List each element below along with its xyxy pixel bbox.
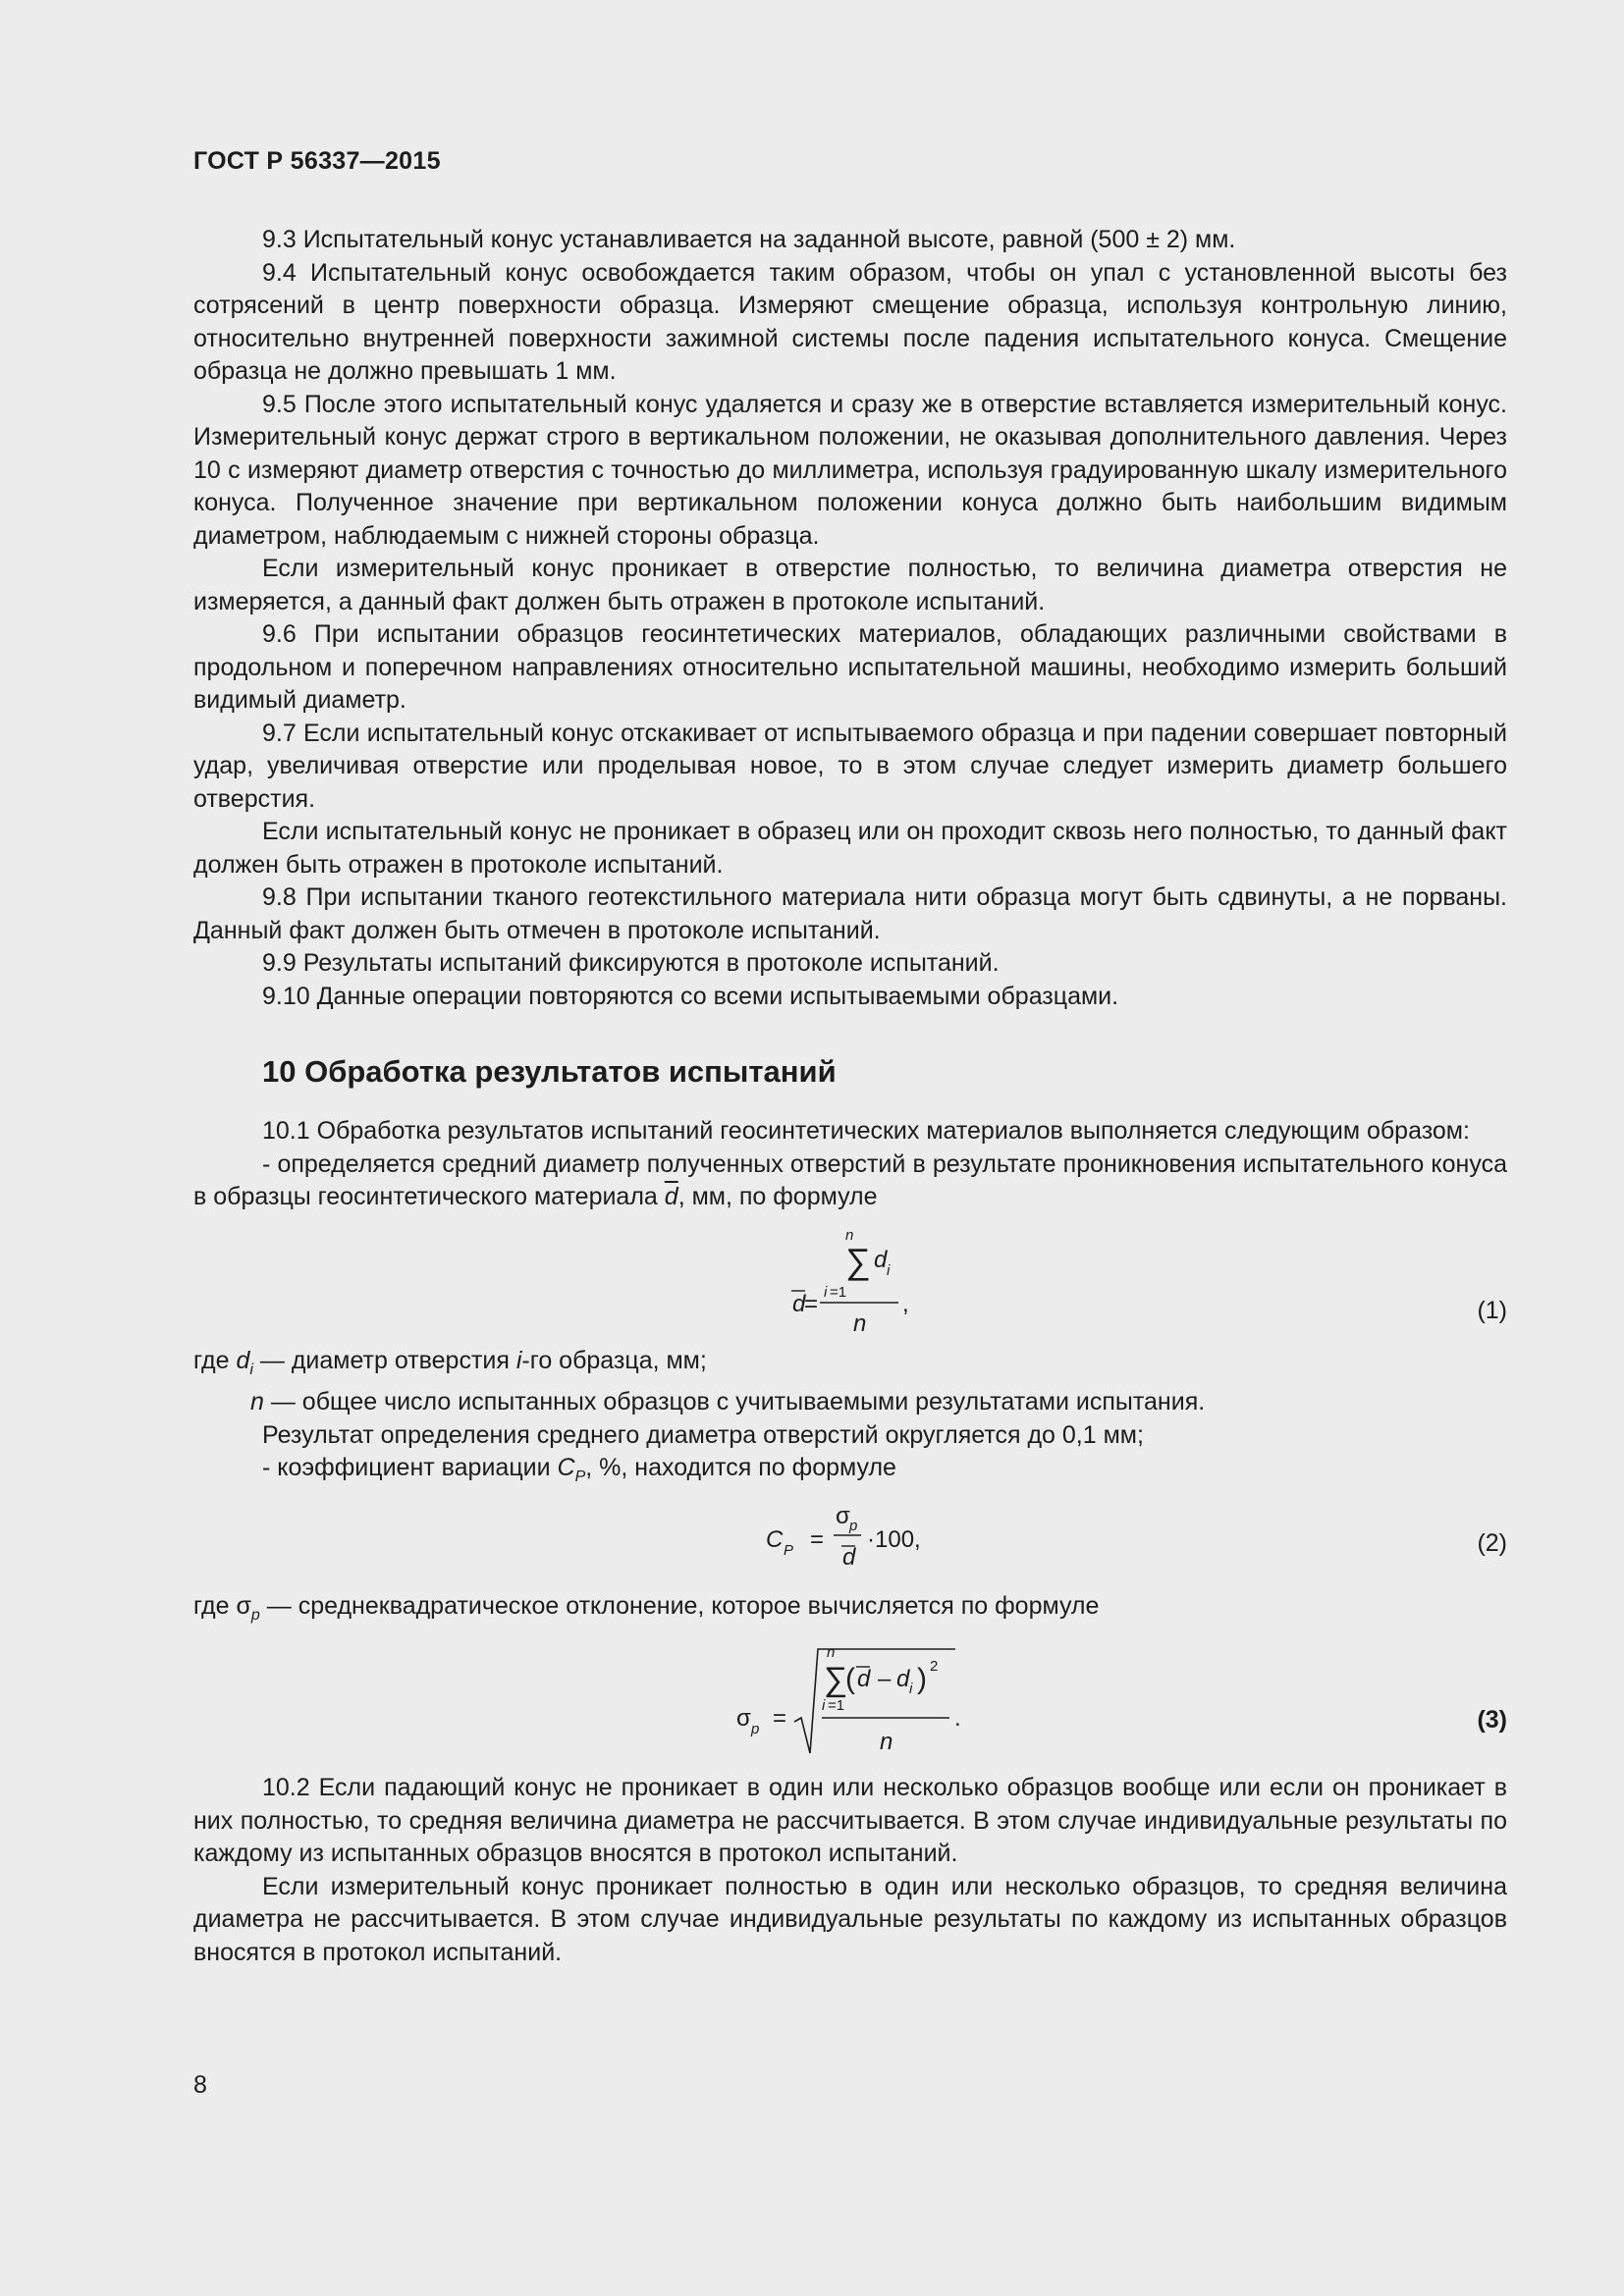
- svg-text:∑: ∑: [845, 1240, 871, 1281]
- paragraph: 9.9 Результаты испытаний фиксируются в протоколе испытаний.: [262, 949, 1000, 977]
- where-text: — диаметр отверстия: [259, 1346, 510, 1374]
- svg-text:.: .: [954, 1705, 961, 1732]
- svg-text:i: i: [887, 1261, 891, 1279]
- where-line-di: [193, 1345, 1507, 1387]
- svg-text:p: p: [751, 1721, 760, 1737]
- paragraph: 9.10 Данные операции повторяются со всеми испытываемыми образцами.: [262, 982, 1119, 1010]
- svg-text:d: d: [896, 1666, 910, 1692]
- where-text: — среднеквадратическое отклонение, которое вычисляется по формуле: [266, 1591, 1100, 1620]
- svg-text:P: P: [784, 1541, 794, 1559]
- svg-text:σ: σ: [736, 1705, 751, 1732]
- svg-text:=: =: [810, 1525, 825, 1553]
- svg-text:d: d: [792, 1290, 806, 1317]
- i-symbol: i: [515, 1346, 522, 1374]
- formula-2-svg: [193, 1498, 1507, 1586]
- paragraph: 9.4 Испытательный конус освобождается таким образом, чтобы он упал с установленной высоты без сотрясений в центр поверхности образца. Измеряют смещение образца, используя контрольную линию, относительно внутренней поверхности зажимной системы после падения испытательного конуса. Смещение образца не должно превышать 1 мм.: [193, 258, 1507, 385]
- n-symbol: n: [250, 1388, 264, 1415]
- formula-1: [193, 1218, 1507, 1341]
- svg-text:(: (: [845, 1663, 855, 1695]
- svg-text:n: n: [845, 1226, 854, 1244]
- cp-symbol: $C_P$: [557, 1454, 586, 1485]
- where-lead: где: [193, 1591, 230, 1620]
- svg-text:n: n: [853, 1309, 867, 1337]
- where-block-1: [193, 1345, 1507, 1419]
- d-bar-symbol: $\overline{d}$: [664, 1183, 678, 1210]
- svg-text:–: –: [878, 1666, 892, 1692]
- bullet-mean-diameter: [193, 1148, 1507, 1214]
- svg-text:d: d: [857, 1666, 871, 1692]
- svg-text:p: p: [849, 1517, 858, 1534]
- svg-text:C: C: [766, 1525, 784, 1553]
- where-line-sigma: [193, 1590, 1507, 1632]
- where-block-2: [193, 1590, 1507, 1632]
- bullet-tail: , мм, по формуле: [677, 1183, 878, 1210]
- svg-text:∑: ∑: [824, 1661, 848, 1698]
- paragraph: Если измерительный конус проникает полностью в один или несколько образцов, то средняя величина диаметра не рассчитывается. В этом случае индивидуальные результаты по каждому из испытанных образцов вносятся в протокол испытаний.: [193, 1872, 1507, 1966]
- section-title: 10 Обработка результатов испытаний: [262, 1054, 837, 1089]
- formula-3-svg: [193, 1635, 1507, 1768]
- document-header: ГОСТ Р 56337—2015: [193, 147, 441, 175]
- paragraph: 9.5 После этого испытательный конус удаляется и сразу же в отверстие вставляется измерительный конус. Измерительный конус держат строго в вертикальном положении, не оказывая дополнительного давления. Через 10 с измеряют диаметр отверстия с точностью до миллиметра, используя градуированную шкалу измерительного конуса. Полученное значение при вертикальном положении конуса должно быть наибольшим видимым диаметром, наблюдаемым с нижней стороны образца.: [193, 390, 1507, 550]
- sigma-symbol: $\sigma_p$: [236, 1591, 260, 1624]
- where-text: — общее число испытанных образцов с учитываемыми результатами испытания.: [270, 1388, 1206, 1415]
- formula-1-svg: [193, 1218, 1507, 1341]
- svg-text:d: d: [874, 1246, 888, 1273]
- where-tail: -го образца, мм;: [521, 1346, 707, 1374]
- paragraph: 9.6 При испытании образцов геосинтетических материалов, обладающих различными свойствами в продольном и поперечном направлениях относительно испытательной машины, необходимо измерить больший видимый диаметр.: [193, 620, 1507, 714]
- paragraph: 9.8 При испытании тканого геотекстильного материала нити образца могут быть сдвинуты, а не порваны. Данный факт должен быть отмечен в протоколе испытаний.: [193, 883, 1507, 944]
- svg-text:=: =: [804, 1290, 819, 1317]
- paragraph: 9.3 Испытательный конус устанавливается на заданной высоте, равной (500 ± 2) мм.: [262, 226, 1236, 253]
- paragraph: Если испытательный конус не проникает в образец или он проходит сквозь него полностью, то данный факт должен быть отражен в протоколе испытаний.: [193, 818, 1507, 879]
- paragraph-10-1: 10.1 Обработка результатов испытаний геосинтетических материалов выполняется следующим образом:: [262, 1117, 1470, 1145]
- svg-text:=1: =1: [830, 1283, 847, 1301]
- svg-text:σ: σ: [836, 1502, 850, 1529]
- where-lead: где: [193, 1346, 230, 1374]
- svg-text:): ): [917, 1663, 927, 1695]
- where-line-n: [193, 1386, 1507, 1419]
- paragraph: Если измерительный конус проникает в отверстие полностью, то величина диаметра отверстия не измеряется, а данный факт должен быть отражен в протоколе испытаний.: [193, 555, 1507, 615]
- svg-text:n: n: [827, 1644, 836, 1661]
- di-symbol: $d_i$: [236, 1346, 253, 1378]
- svg-text:·100,: ·100,: [867, 1525, 921, 1553]
- svg-text:=: =: [773, 1705, 787, 1732]
- svg-text:n: n: [880, 1729, 893, 1755]
- formula-3: [193, 1635, 1507, 1768]
- paragraph: 9.7 Если испытательный конус отскакивает от испытываемого образца и при падении совершает повторный удар, увеличивая отверстие или проделывая новое, то в этом случае следует измерить диаметр большего отверстия.: [193, 719, 1507, 813]
- svg-text:=1: =1: [828, 1697, 845, 1714]
- bullet-text: - коэффициент вариации: [262, 1454, 551, 1481]
- svg-text:i: i: [909, 1681, 913, 1697]
- formula-2-number: (2): [1477, 1528, 1507, 1557]
- bullet-text: - определяется средний диаметр полученных отверстий в результате проникновения испытательного конуса в образцы геосинтетического материала: [193, 1149, 1507, 1210]
- page-number: 8: [193, 2071, 207, 2099]
- svg-text:d: d: [842, 1543, 856, 1571]
- svg-text:i: i: [822, 1697, 826, 1714]
- bullet-tail: , %, находится по формуле: [585, 1454, 896, 1481]
- svg-text:i: i: [824, 1283, 828, 1301]
- svg-text:2: 2: [930, 1658, 939, 1675]
- formula-2: [193, 1498, 1507, 1586]
- document-body: [193, 224, 1507, 1969]
- paragraph: 10.2 Если падающий конус не проникает в один или несколько образцов вообще или если он проникает в них полностью, то средняя величина диаметра не рассчитывается. В этом случае индивидуальные результаты по каждому из испытанных образцов вносятся в протокол испытаний.: [193, 1774, 1507, 1867]
- bullet-variation: [193, 1452, 1507, 1494]
- formula-3-number: (3): [1477, 1706, 1507, 1734]
- svg-text:,: ,: [902, 1290, 909, 1317]
- formula-1-number: (1): [1477, 1296, 1507, 1324]
- paragraph-rounding: Результат определения среднего диаметра отверстий округляется до 0,1 мм;: [262, 1420, 1144, 1449]
